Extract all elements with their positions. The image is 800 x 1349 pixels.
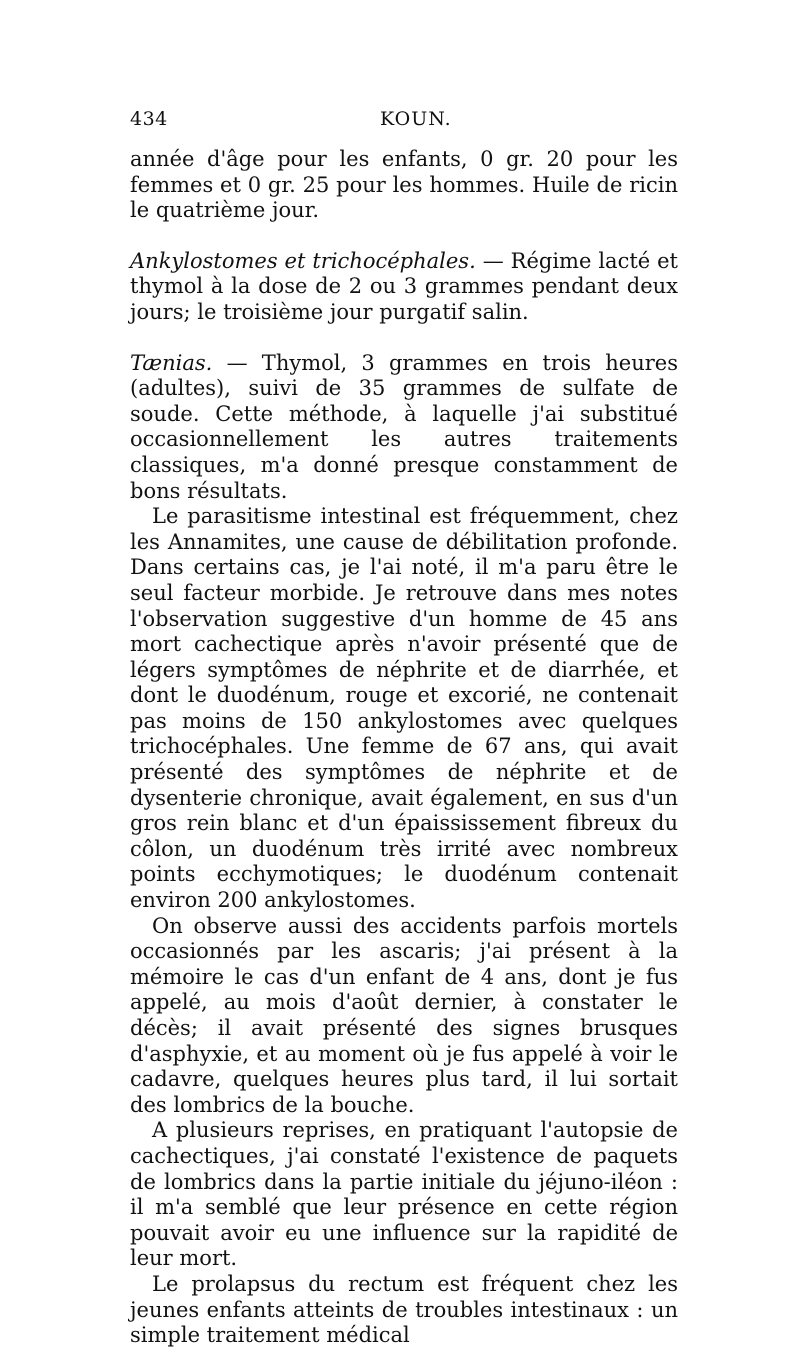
paragraph-ascaris: On observe aussi des accidents parfois mortels occasionnés par les ascaris; j'ai présent à la mémoire le cas d'un enfant de 4 ans, dont je fus appelé, au mois d'août dernier, à constater le décès; il avait présenté des signes brusques d'asphyxie, et au moment où je fus appelé à voir le cadavre, quelques heures plus tard, il lui sortait des lombrics de la bouche. bbox=[130, 913, 678, 1117]
paragraph-dosage: année d'âge pour les enfants, 0 gr. 20 pour les femmes et 0 gr. 25 pour les hommes. Huile de ricin le quatrième jour. bbox=[130, 147, 678, 223]
paragraph-ankylostomes bbox=[130, 249, 678, 326]
paragraph-parasitisme: Le parasitisme intestinal est fréquemment, chez les Annamites, une cause de débilitation profonde. Dans certains cas, je l'ai noté, il m'a paru être le seul facteur morbide. Je retrouve dans mes notes l'observation suggestive d'un homme de 45 ans mort cachectique après n'avoir présenté que de légers symptômes de néphrite et de diarrhée, et dont le duodénum, rouge et excorié, ne contenait pas moins de 150 ankylostomes avec quelques trichocéphales. Une femme de 67 ans, qui avait présenté des symptômes de néphrite et de dysenterie chronique, avait également, en sus d'un gros rein blanc et d'un épaississement fibreux du côlon, un duodénum très irrité avec nombreux points ecchymotiques; le duodénum contenait environ 200 ankylostomes. bbox=[130, 504, 678, 913]
paragraph-gap bbox=[130, 224, 678, 249]
section-text-taenias: — Thymol, 3 grammes en trois heures (adultes), suivi de 35 grammes de sulfate de soude. Cette méthode, à laquelle j'ai substitué occasionnellement les autres traitements classiques, m'a donné presque constamment de bons résultats. bbox=[130, 350, 678, 503]
section-text-ankylostomes: — Régime lacté et thymol à la dose de 2 ou 3 grammes pendant deux jours; le troisième jour purgatif salin. bbox=[130, 248, 678, 324]
section-title-taenias: Tænias. bbox=[130, 350, 213, 375]
page-header bbox=[130, 108, 678, 138]
paragraph-taenias bbox=[130, 351, 678, 505]
paragraph-prolapsus: Le prolapsus du rectum est fréquent chez les jeunes enfants atteints de troubles intestinaux : un simple traitement médical bbox=[130, 1271, 678, 1348]
page-body bbox=[130, 147, 678, 1349]
section-title-ankylostomes: Ankylostomes et trichocéphales. bbox=[130, 248, 476, 273]
page-number: 434 bbox=[130, 108, 168, 130]
paragraph-autopsie: A plusieurs reprises, en pratiquant l'autopsie de cachectiques, j'ai constaté l'existence de paquets de lombrics dans la partie initiale du jéjuno-iléon : il m'a semblé que leur présence en cette région pouvait avoir eu une influence sur la rapidité de leur mort. bbox=[130, 1118, 678, 1271]
running-title: KOUN. bbox=[380, 108, 452, 130]
paragraph-gap bbox=[130, 326, 678, 351]
